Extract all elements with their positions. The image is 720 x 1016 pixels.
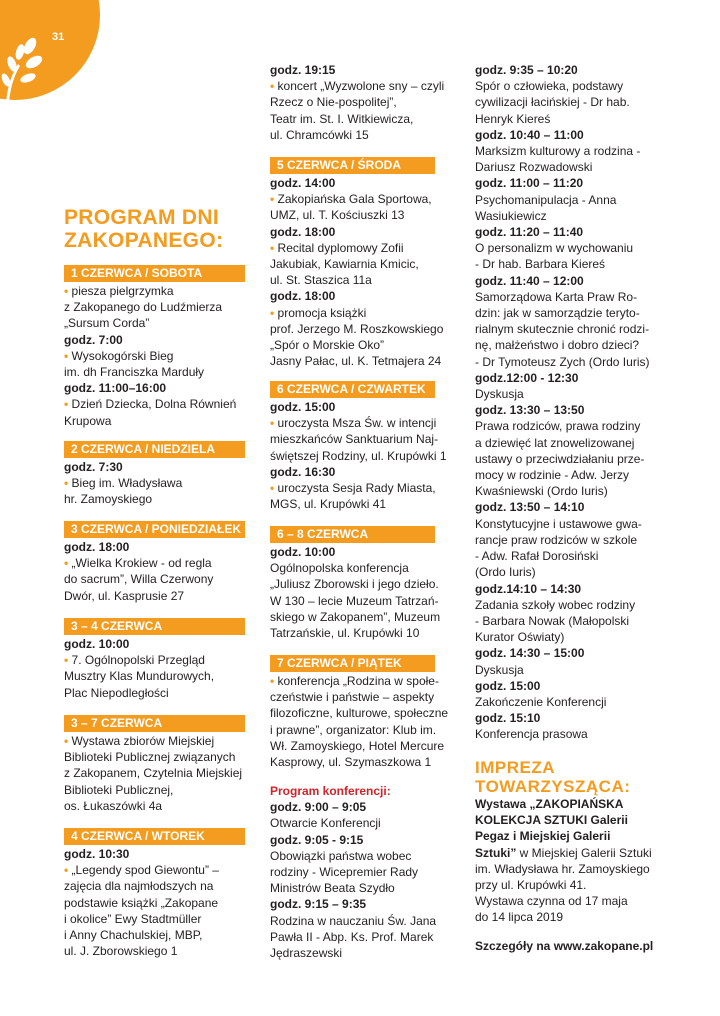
- event-text: [270, 625, 454, 641]
- line-text: godz. 15:00: [475, 678, 541, 693]
- line-text: Marksizm kulturowy a rodzina -: [475, 144, 641, 159]
- line-text: mocy w rodzinie - Adw. Jerzy: [475, 468, 630, 483]
- line-text: rialnym skutecznie chronić rodzi-: [475, 322, 650, 337]
- line-text: godz. 18:00: [64, 540, 130, 554]
- event-text: [270, 738, 454, 754]
- line-text: Ministrów Beata Szydło: [270, 881, 395, 896]
- event-text: [270, 593, 454, 609]
- day-header: 3 – 7 CZERWCA: [64, 715, 245, 732]
- wheat-icon: [0, 34, 46, 104]
- line-text: 7. Ogólnopolski Przegląd: [71, 653, 205, 668]
- event-text: [475, 256, 657, 272]
- line-text: godz.12:00 - 12:30: [475, 370, 579, 385]
- line-text: godz. 14:30 – 15:00: [475, 646, 585, 661]
- day-header: 6 – 8 CZERWCA: [270, 526, 435, 543]
- line-text: Spór o człowieka, podstawy: [475, 79, 624, 94]
- event-text: [64, 895, 246, 911]
- event-text: [270, 240, 454, 256]
- line-text: hr. Zamoyskiego: [64, 492, 153, 507]
- line-text: Jędraszewski: [270, 946, 343, 961]
- line-text: godz. 18:00: [270, 289, 336, 304]
- line-text: - Dr Tymoteusz Zych (Ordo Iuris): [475, 354, 650, 369]
- time-label: [64, 380, 246, 396]
- event-text: [64, 315, 246, 331]
- line-text: podstawie książki „Zakopane: [64, 895, 219, 910]
- line-text: Konstytucyjne i ustawowe gwa-: [475, 516, 642, 531]
- event-text: [475, 893, 657, 909]
- line-text: Rzecz o Nie-pospolitej”,: [270, 95, 397, 110]
- day-header: 1 CZERWCA / SOBOTA: [64, 265, 245, 282]
- line-text: Musztry Klas Mundurowych,: [64, 669, 215, 684]
- event-text: [270, 722, 454, 738]
- event-text: [270, 111, 454, 127]
- event-text: [270, 864, 454, 880]
- line-text-rest: w Miejskiej Galerii Sztuki: [516, 845, 652, 860]
- time-label: [475, 581, 657, 597]
- day-section: [270, 526, 454, 641]
- event-text: [270, 207, 454, 223]
- event-text: [64, 685, 246, 701]
- time-label: [270, 399, 454, 415]
- line-text: „Sursum Corda”: [64, 316, 150, 331]
- event-text: [270, 94, 454, 110]
- time-label: [475, 796, 657, 812]
- line-text: ustawy o przeciwdziałaniu prze-: [475, 451, 645, 466]
- event-text: [270, 609, 454, 625]
- line-text: Wysokogórski Bieg: [71, 348, 174, 363]
- time-label: [475, 678, 657, 694]
- event-text: [475, 613, 657, 629]
- line-text: Jakubiak, Kawiarnia Kmicic,: [270, 257, 419, 272]
- line-text: godz. 15:10: [475, 711, 541, 726]
- line-text: ul. St. Staszica 11a: [270, 273, 372, 288]
- event-text: [475, 662, 657, 678]
- line-text: Biblioteki Publicznej związanych: [64, 750, 236, 765]
- event-text: [475, 861, 657, 877]
- day-section: [64, 828, 246, 959]
- impreza-title-line: IMPREZA: [475, 758, 555, 777]
- line-text: Obowiązki państwa wobec: [270, 848, 412, 863]
- day-section: [270, 381, 454, 512]
- line-text: z Zakopanego do Ludźmierza: [64, 300, 223, 315]
- line-text: filozoficzne, kulturowe, społeczne: [270, 706, 449, 721]
- line-text: Dariusz Rozwadowski: [475, 160, 593, 175]
- line-text: godz. 9:05 - 9:15: [270, 832, 364, 847]
- line-text: godz. 9:15 – 9:35: [270, 897, 367, 912]
- line-text: UMZ, ul. T. Kościuszki 13: [270, 208, 405, 223]
- line-text: mieszkańców Sanktuarium Naj-: [270, 432, 439, 447]
- line-text: godz. 13:50 – 14:10: [475, 500, 585, 515]
- line-text: Bieg im. Władysława: [71, 476, 183, 491]
- day-section: [64, 618, 246, 701]
- page-title: [64, 206, 246, 252]
- event-text: [64, 571, 246, 587]
- line-text: a dziewięć lat znowelizowanej: [475, 435, 635, 450]
- line-text: i okolice” Ewy Stadtmüller: [64, 911, 202, 926]
- event-text: [475, 192, 657, 208]
- time-label: [475, 175, 657, 191]
- event-text: [64, 782, 246, 798]
- line-text: godz. 13:30 – 13:50: [475, 403, 585, 418]
- line-text: Tatrzańskie, ul. Krupówki 10: [270, 626, 420, 641]
- event-text: [270, 705, 454, 721]
- event-text: [270, 78, 454, 94]
- details-link[interactable]: Szczegóły na www.zakopane.pl: [475, 939, 654, 953]
- line-text: rancje praw rodziców w szkole: [475, 532, 638, 547]
- time-label: [270, 799, 454, 815]
- line-text: Wasiukiewicz: [475, 208, 547, 223]
- line-text: Psychomanipulacja - Anna: [475, 192, 617, 207]
- line-text: MGS, ul. Krupówki 41: [270, 497, 387, 512]
- day-section: [270, 157, 454, 369]
- line-text: Wystawa zbiorów Miejskiej: [71, 734, 215, 748]
- day-section: [64, 715, 246, 814]
- line-text: rodziny - Wicepremier Rady: [270, 865, 419, 880]
- line-text: do 14 lipca 2019: [475, 910, 564, 925]
- time-label: [64, 332, 246, 348]
- time-label: [475, 273, 657, 289]
- event-text: [270, 945, 454, 961]
- event-text: [475, 354, 657, 370]
- event-text: [64, 283, 246, 299]
- event-text: [64, 413, 246, 429]
- event-text: [270, 848, 454, 864]
- event-text: [270, 272, 454, 288]
- event-text: [64, 765, 246, 781]
- line-text: godz. 15:00: [270, 400, 336, 414]
- line-text: godz. 11:00 – 11:20: [475, 176, 584, 191]
- line-text: Prawa rodziców, prawa rodziny: [475, 419, 641, 434]
- time-label: [475, 127, 657, 143]
- line-text: i Anny Chachulskiej, MBP,: [64, 928, 203, 943]
- event-text: [475, 78, 657, 94]
- details-note: [475, 938, 657, 954]
- time-label: [270, 464, 454, 480]
- event-text: [475, 111, 657, 127]
- line-text: Samorządowa Karta Praw Ro-: [475, 289, 638, 304]
- line-text: Kwaśniewski (Ordo Iuris): [475, 484, 608, 499]
- line-text: Dyskusja: [475, 387, 524, 402]
- line-text: godz. 11:40 – 12:00: [475, 273, 584, 288]
- event-text: [475, 597, 657, 613]
- line-text: Recital dyplomowy Zofii: [277, 240, 404, 255]
- line-text: Wystawa czynna od 17 maja: [475, 894, 628, 909]
- event-text: [270, 880, 454, 896]
- line-text: nę, małżeństwo i dobro dzieci?: [475, 338, 640, 353]
- event-continuation: [270, 62, 454, 143]
- event-text: [64, 348, 246, 364]
- event-text: [64, 364, 246, 380]
- event-text: [475, 694, 657, 710]
- time-label: [270, 224, 454, 240]
- event-text: [475, 321, 657, 337]
- accompanying-event: [475, 758, 657, 926]
- event-text: [270, 480, 454, 496]
- day-header: 7 CZERWCA / PIĄTEK: [270, 655, 435, 672]
- line-text: godz. 7:30: [64, 460, 123, 474]
- time-label: [475, 224, 657, 240]
- event-text: [270, 305, 454, 321]
- time-label: [64, 636, 246, 652]
- line-text: dzin: jak w samorządzie teryto-: [475, 306, 640, 321]
- line-text: „Juliusz Zborowski i jego dzieło.: [270, 577, 439, 592]
- event-text: [475, 337, 657, 353]
- line-text: „Legendy spod Giewontu” –: [71, 863, 219, 878]
- line-text: do sacrum”, Willa Czerwony: [64, 572, 214, 587]
- line-text: Konferencja prasowa: [475, 727, 588, 742]
- event-text: [475, 629, 657, 645]
- conference-program-continued: [475, 62, 657, 743]
- line-text: cywilizacji łacińskiej - Dr hab.: [475, 95, 630, 110]
- event-text: [270, 321, 454, 337]
- event-text: [270, 415, 454, 431]
- event-text: [64, 911, 246, 927]
- event-text: [64, 396, 246, 412]
- line-text: godz. 11:00–16:00: [64, 381, 167, 396]
- line-text: godz. 14:00: [270, 176, 336, 190]
- line-text: Krupowa: [64, 413, 112, 428]
- time-label: [475, 62, 657, 78]
- event-text: [270, 337, 454, 353]
- line-text: godz. 18:00: [270, 224, 336, 239]
- line-text: Wystawa „ZAKOPIAŃSKA: [475, 797, 624, 811]
- line-text: godz. 9:35 – 10:20: [475, 63, 578, 77]
- line-text: godz.14:10 – 14:30: [475, 581, 582, 596]
- event-text: [64, 943, 246, 959]
- event-text: [64, 555, 246, 571]
- event-text: [64, 749, 246, 765]
- event-text: [64, 588, 246, 604]
- line-text: (Ordo Iuris): [475, 565, 536, 580]
- event-text: [475, 305, 657, 321]
- conference-program: [270, 783, 454, 961]
- line-text: „Spór o Morskie Oko”: [270, 338, 385, 353]
- event-text: [475, 386, 657, 402]
- line-text: koncert „Wyzwolone sny – czyli: [277, 79, 445, 94]
- line-text: godz. 19:15: [270, 63, 336, 77]
- page-number: 31: [52, 31, 65, 43]
- day-section: [64, 265, 246, 429]
- time-label: [475, 710, 657, 726]
- event-text: [270, 673, 454, 689]
- line-text: piesza pielgrzymka: [71, 284, 174, 298]
- title-line: ZAKOPANEGO:: [64, 229, 224, 252]
- event-text: [64, 475, 246, 491]
- line-text: ul. Chramcówki 15: [270, 127, 369, 142]
- event-text: [270, 353, 454, 369]
- line-text: Kasprowy, ul. Szymaszkowa 1: [270, 755, 432, 770]
- time-label: [64, 846, 246, 862]
- title-line: PROGRAM DNI: [64, 206, 219, 229]
- day-section: [270, 655, 454, 770]
- time-label: [270, 62, 454, 78]
- event-text: [64, 927, 246, 943]
- time-label: [475, 402, 657, 418]
- line-text: - Adw. Rafał Dorosiński: [475, 549, 599, 564]
- line-text: godz. 10:40 – 11:00: [475, 127, 584, 142]
- time-label: [475, 370, 657, 386]
- event-text: [475, 483, 657, 499]
- line-text: Teatr im. St. I. Witkiewicza,: [270, 111, 414, 126]
- event-text: [270, 127, 454, 143]
- day-header: 6 CZERWCA / CZWARTEK: [270, 381, 435, 398]
- line-text: prof. Jerzego M. Roszkowskiego: [270, 321, 444, 336]
- line-text: Pegaz i Miejskiej Galerii: [475, 829, 611, 844]
- line-text: Otwarcie Konferencji: [270, 816, 381, 831]
- time-label: [64, 539, 246, 555]
- line-text: przy ul. Krupówki 41.: [475, 878, 587, 893]
- time-label: [270, 175, 454, 191]
- line-text: Henryk Kiereś: [475, 111, 551, 126]
- event-text: [475, 94, 657, 110]
- line-text: świętszej Rodziny, ul. Krupówki 1: [270, 448, 447, 463]
- event-text: [270, 431, 454, 447]
- event-text: [270, 448, 454, 464]
- line-text: ul. J. Zborowskiego 1: [64, 944, 178, 959]
- event-text: [270, 689, 454, 705]
- event-text: [475, 208, 657, 224]
- line-text: Zadania szkoły wobec rodziny: [475, 597, 636, 612]
- event-text: [475, 726, 657, 742]
- day-header: 2 CZERWCA / NIEDZIELA: [64, 441, 245, 458]
- conference-title: Program konferencji:: [270, 784, 391, 798]
- event-text: [64, 668, 246, 684]
- event-text: [64, 798, 246, 814]
- event-text: [475, 909, 657, 925]
- event-text: [64, 652, 246, 668]
- impreza-title-line: TOWARZYSZĄCA:: [475, 777, 631, 796]
- time-label: [475, 645, 657, 661]
- event-text: [270, 576, 454, 592]
- day-section: [64, 441, 246, 508]
- line-text: im. Władysława hr. Zamoyskiego: [475, 861, 650, 876]
- event-text: [270, 913, 454, 929]
- line-text: - Barbara Nowak (Małopolski: [475, 613, 630, 628]
- line-text: Sztuki”: [475, 845, 517, 860]
- event-text: [270, 256, 454, 272]
- line-text: i prawne”, organizator: Klub im.: [270, 722, 437, 737]
- line-text: Wł. Zamoyskiego, Hotel Mercure: [270, 738, 445, 753]
- line-text: godz. 10:00: [270, 545, 336, 559]
- event-text: [475, 548, 657, 564]
- line-text: Ogólnopolska konferencja: [270, 561, 409, 576]
- line-text: os. Łukaszówki 4a: [64, 798, 163, 813]
- day-header: 5 CZERWCA / ŚRODA: [270, 157, 435, 174]
- line-text: zajęcia dla najmłodszych na: [64, 879, 214, 894]
- time-label: [475, 812, 657, 828]
- event-text: [270, 496, 454, 512]
- event-text: [475, 435, 657, 451]
- line-text: Zakończenie Konferencji: [475, 694, 607, 709]
- time-label: [270, 288, 454, 304]
- event-text: [270, 929, 454, 945]
- event-text: [64, 862, 246, 878]
- time-label: [475, 828, 657, 844]
- line-text: Plac Niepodległości: [64, 685, 169, 700]
- line-text: - Dr hab. Barbara Kiereś: [475, 257, 606, 272]
- line-text: W 130 – lecie Muzeum Tatrzań-: [270, 593, 439, 608]
- time-label: [64, 459, 246, 475]
- line-text: Jasny Pałac, ul. K. Tetmajera 24: [270, 354, 442, 369]
- line-text: Zakopiańska Gala Sportowa,: [277, 192, 432, 207]
- event-text: [270, 754, 454, 770]
- line-text: godz. 11:20 – 11:40: [475, 225, 584, 240]
- event-text: [475, 564, 657, 580]
- event-text: [64, 878, 246, 894]
- line-text: promocja książki: [277, 305, 367, 320]
- event-text: [270, 815, 454, 831]
- event-text: [64, 299, 246, 315]
- line-text: im. dh Franciszka Marduły: [64, 365, 205, 380]
- event-text: [475, 240, 657, 256]
- line-text: Pawła II - Abp. Ks. Prof. Marek: [270, 929, 434, 944]
- event-text: [475, 159, 657, 175]
- line-text: KOLEKCJA SZTUKI Galerii: [475, 813, 628, 828]
- day-section: [64, 521, 246, 604]
- line-text: Dyskusja: [475, 662, 524, 677]
- event-text: [475, 877, 657, 893]
- line-text: godz. 7:00: [64, 332, 123, 347]
- time-label: [475, 845, 657, 861]
- event-text: [475, 516, 657, 532]
- line-text: godz. 16:30: [270, 464, 336, 479]
- day-header: 4 CZERWCA / WTOREK: [64, 828, 245, 845]
- line-text: Rodzina w nauczaniu Św. Jana: [270, 913, 437, 928]
- event-text: [475, 143, 657, 159]
- line-text: czeństwie i państwie – aspekty: [270, 690, 435, 705]
- event-text: [270, 560, 454, 576]
- line-text: Biblioteki Publicznej,: [64, 782, 174, 797]
- time-label: [270, 832, 454, 848]
- event-text: [475, 289, 657, 305]
- line-text: konferencja „Rodzina w społe-: [277, 674, 439, 688]
- event-text: [475, 451, 657, 467]
- day-header: 3 CZERWCA / PONIEDZIAŁEK: [64, 521, 245, 538]
- line-text: uroczysta Msza Św. w intencji: [277, 416, 437, 431]
- time-label: [475, 499, 657, 515]
- time-label: [270, 896, 454, 912]
- line-text: Dwór, ul. Kasprusie 27: [64, 588, 185, 603]
- event-text: [475, 467, 657, 483]
- day-header: 3 – 4 CZERWCA: [64, 618, 245, 635]
- line-text: z Zakopanem, Czytelnia Miejskiej: [64, 766, 243, 781]
- line-text: Dzień Dziecka, Dolna Równień: [71, 397, 237, 412]
- event-text: [475, 418, 657, 434]
- time-label: [270, 544, 454, 560]
- line-text: skiego w Zakopanem”, Muzeum: [270, 609, 441, 624]
- line-text: godz. 10:00: [64, 637, 130, 651]
- line-text: godz. 10:30: [64, 847, 130, 861]
- line-text: uroczysta Sesja Rady Miasta,: [277, 481, 436, 496]
- line-text: O personalizm w wychowaniu: [475, 241, 634, 256]
- event-text: [270, 191, 454, 207]
- line-text: „Wielka Krokiew - od regla: [71, 556, 212, 571]
- event-text: [64, 733, 246, 749]
- line-text: Kurator Oświaty): [475, 630, 565, 645]
- event-text: [475, 532, 657, 548]
- event-text: [64, 491, 246, 507]
- line-text: godz. 9:00 – 9:05: [270, 800, 367, 815]
